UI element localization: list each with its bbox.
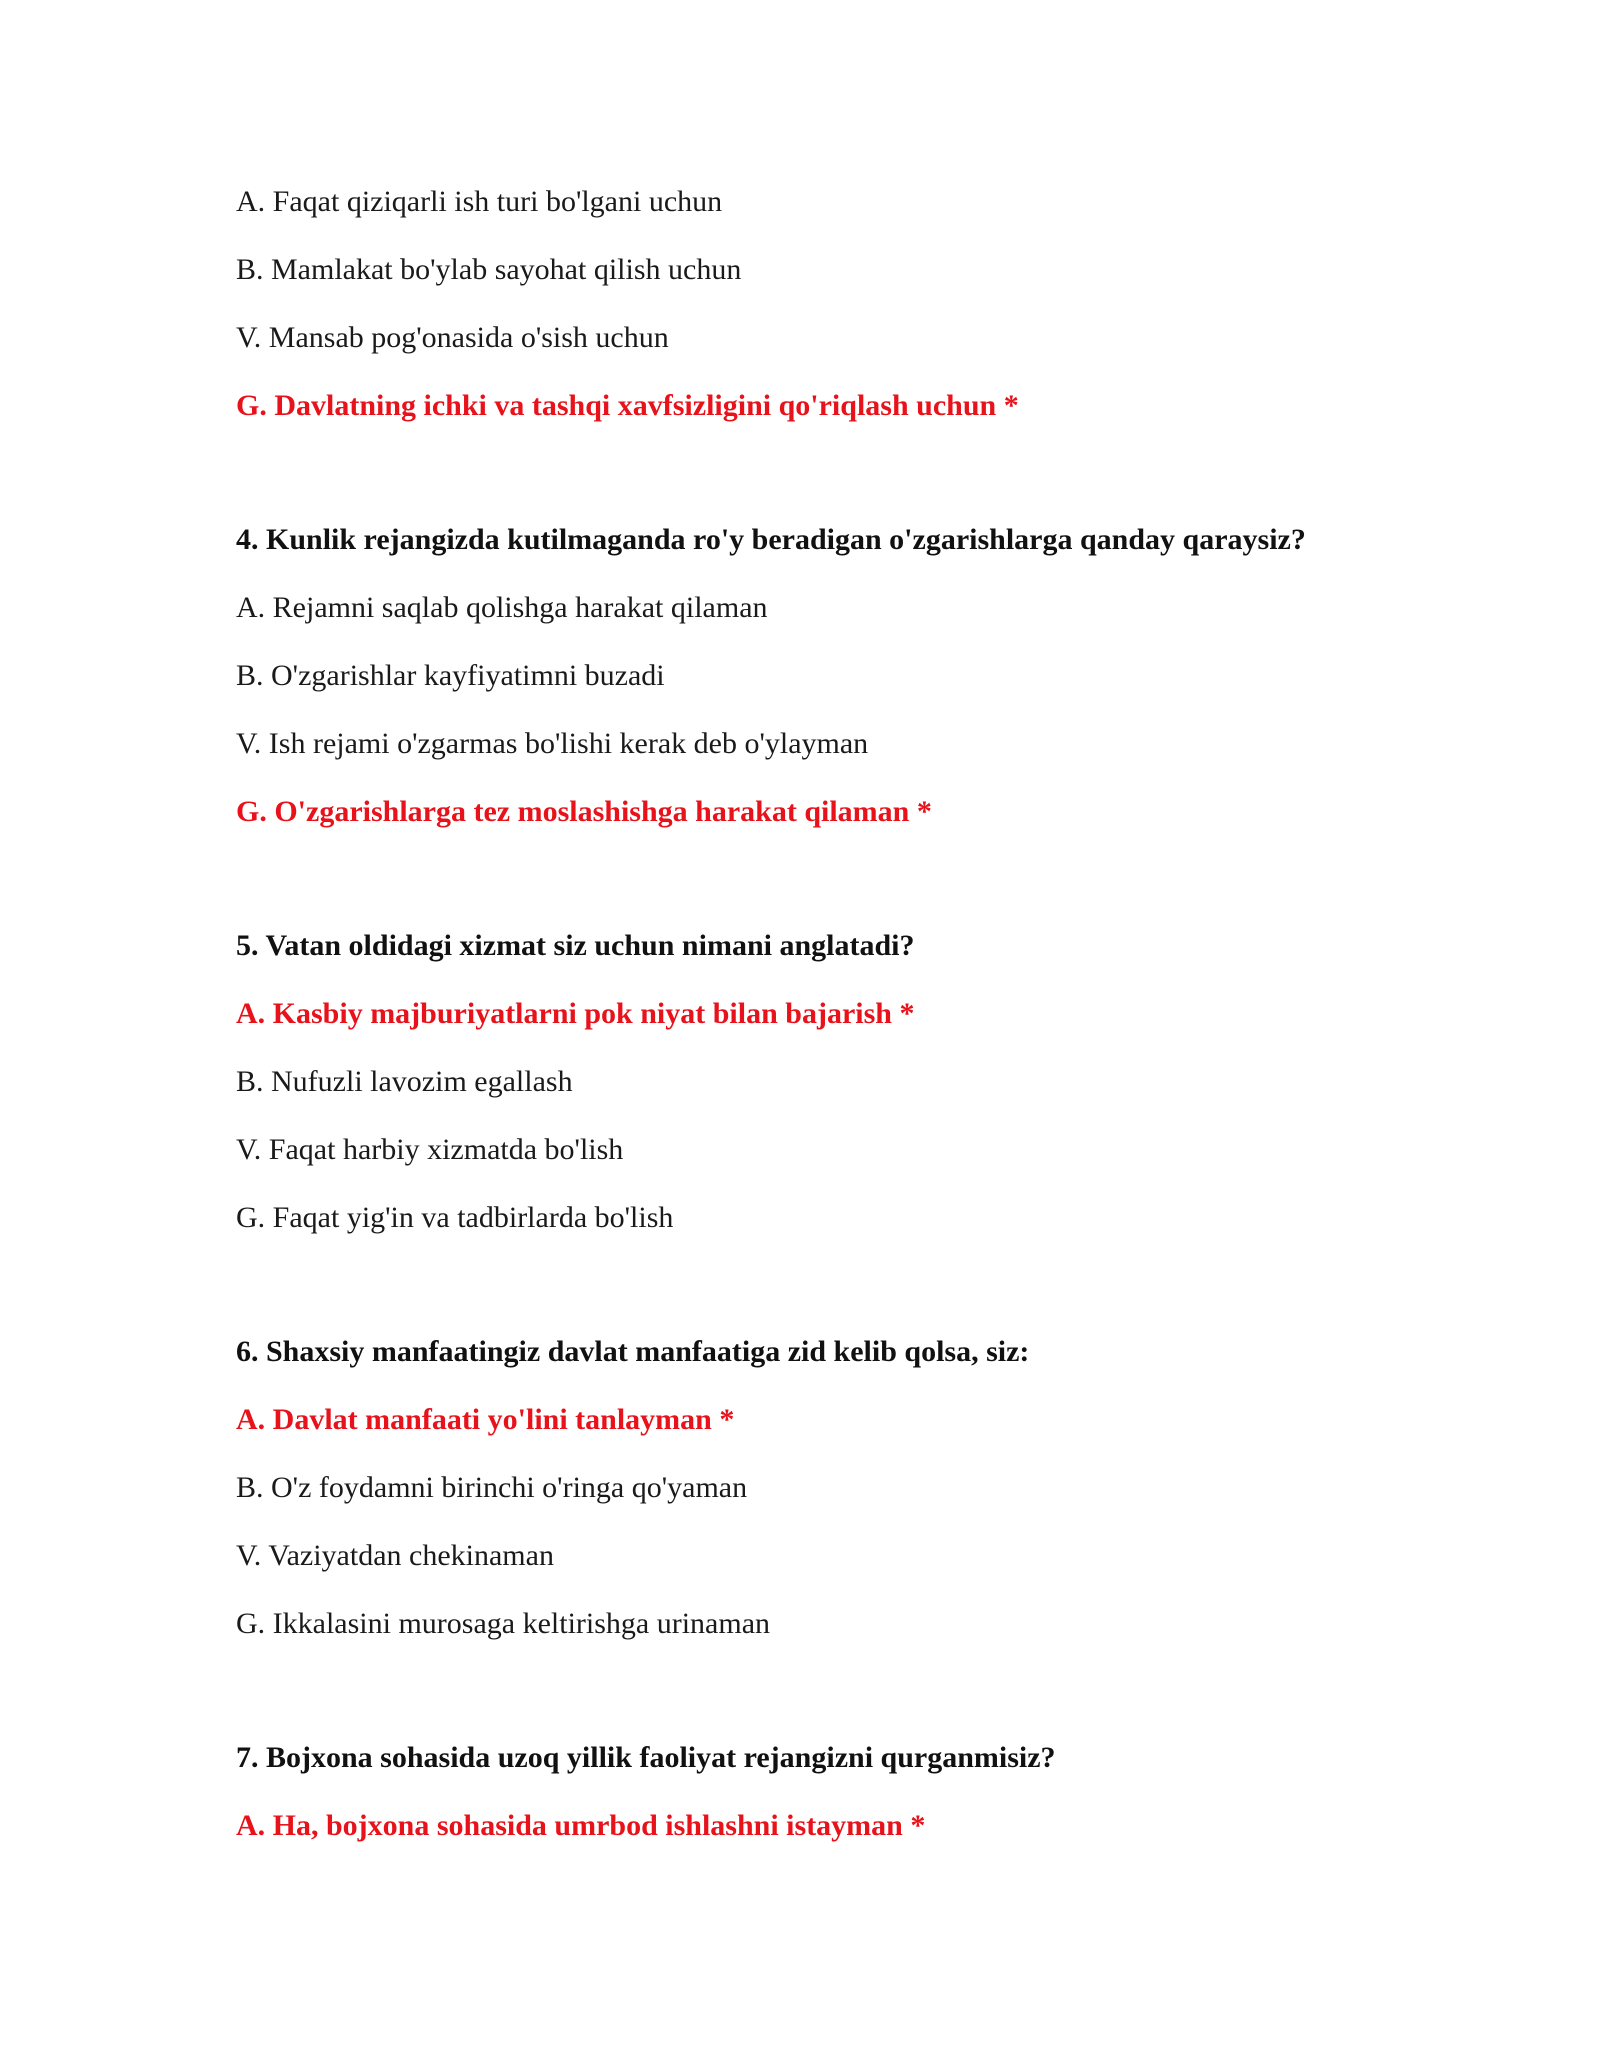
question-block-6 bbox=[236, 1334, 1436, 1642]
option-5-b: B. Nufuzli lavozim egallash bbox=[236, 1065, 573, 1098]
spacer bbox=[236, 862, 1436, 928]
option-5-a-correct: A. Kasbiy majburiyatlarni pok niyat bilan bajarish * bbox=[236, 997, 915, 1030]
option-4-a: A. Rejamni saqlab qolishga harakat qilaman bbox=[236, 591, 768, 624]
question-block-5 bbox=[236, 928, 1436, 1236]
question-5-text: 5. Vatan oldidagi xizmat siz uchun nimani anglatadi? bbox=[236, 929, 915, 962]
option-3-g-correct: G. Davlatning ichki va tashqi xavfsizligini qo'riqlash uchun * bbox=[236, 389, 1019, 422]
question-6-text: 6. Shaxsiy manfaatingiz davlat manfaatiga zid kelib qolsa, siz: bbox=[236, 1335, 1030, 1368]
option-6-b: B. O'z foydamni birinchi o'ringa qo'yaman bbox=[236, 1471, 748, 1504]
option-4-v: V. Ish rejami o'zgarmas bo'lishi kerak deb o'ylayman bbox=[236, 727, 869, 760]
option-3-a: A. Faqat qiziqarli ish turi bo'lgani uchun bbox=[236, 185, 723, 218]
option-6-g: G. Ikkalasini murosaga keltirishga urinaman bbox=[236, 1607, 771, 1640]
question-7-text: 7. Bojxona sohasida uzoq yillik faoliyat rejangizni qurganmisiz? bbox=[236, 1741, 1056, 1774]
option-6-v: V. Vaziyatdan chekinaman bbox=[236, 1539, 554, 1572]
question-block-7 bbox=[236, 1740, 1436, 1844]
question-block-3 bbox=[236, 184, 1436, 424]
option-4-b: B. O'zgarishlar kayfiyatimni buzadi bbox=[236, 659, 665, 692]
option-4-g-correct: G. O'zgarishlarga tez moslashishga harakat qilaman * bbox=[236, 795, 932, 828]
document-page bbox=[236, 184, 1436, 1876]
question-block-4 bbox=[236, 522, 1436, 830]
option-5-g: G. Faqat yig'in va tadbirlarda bo'lish bbox=[236, 1201, 674, 1234]
question-4-text: 4. Kunlik rejangizda kutilmaganda ro'y beradigan o'zgarishlarga qanday qaraysiz? bbox=[236, 523, 1306, 556]
option-5-v: V. Faqat harbiy xizmatda bo'lish bbox=[236, 1133, 624, 1166]
option-3-b: B. Mamlakat bo'ylab sayohat qilish uchun bbox=[236, 253, 742, 286]
option-6-a-correct: A. Davlat manfaati yo'lini tanlayman * bbox=[236, 1403, 735, 1436]
spacer bbox=[236, 456, 1436, 522]
spacer bbox=[236, 1268, 1436, 1334]
option-7-a-correct: A. Ha, bojxona sohasida umrbod ishlashni istayman * bbox=[236, 1809, 926, 1842]
spacer bbox=[236, 1674, 1436, 1740]
option-3-v: V. Mansab pog'onasida o'sish uchun bbox=[236, 321, 669, 354]
